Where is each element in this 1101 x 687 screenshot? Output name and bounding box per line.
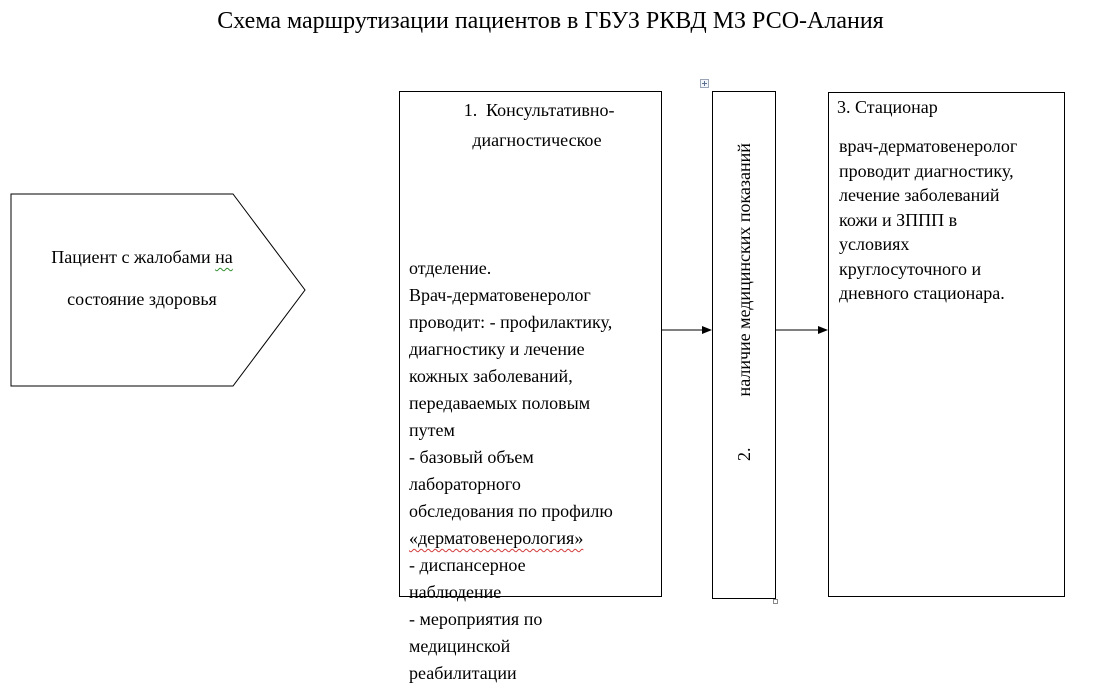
box3-line: условиях <box>839 234 910 254</box>
box1-body <box>409 255 657 687</box>
box3-line: кожи и ЗППП в <box>839 209 958 230</box>
box3-hospital <box>829 92 1064 597</box>
box3-heading: 3. Стационар <box>837 97 938 117</box>
box1-line: отделение. <box>409 258 492 278</box>
box3-line: лечение заболеваний <box>839 185 1000 205</box>
move-anchor-icon[interactable] <box>700 79 709 88</box>
box1-line: передаваемых половым <box>409 393 591 413</box>
box1-line: диагностику и лечение <box>409 339 585 359</box>
box1-line: - диспансерное <box>409 555 526 575</box>
box3-body <box>839 134 1061 306</box>
patient-label <box>22 236 262 320</box>
box3-line: круглосуточного и <box>839 258 982 279</box>
box1-line: медицинской <box>409 636 511 656</box>
box1-line: наблюдение <box>409 582 502 602</box>
box1-heading-line1: Консультативно- <box>486 100 615 120</box>
box1-line: - мероприятия по <box>409 609 543 629</box>
patient-line1-wavy: на <box>215 247 233 267</box>
box1-line: реабилитации <box>409 663 517 683</box>
box3-line: врач-дерматовенеролог <box>839 136 1018 156</box>
resize-handle-icon[interactable] <box>773 599 778 604</box>
box2-number: 2. <box>734 447 754 461</box>
box1-line: кожных заболеваний, <box>409 366 573 386</box>
patient-line2: состояние здоровья <box>67 289 217 309</box>
box1-line: путем <box>409 420 455 440</box>
box1-line: проводит: - профилактику, <box>409 312 613 332</box>
box1-number: 1. <box>463 100 478 120</box>
page-title: Схема маршрутизации пациентов в ГБУЗ РКВД МЗ РСО-Алания <box>217 8 884 34</box>
box1-line: Врач-дерматовенеролог <box>409 285 591 305</box>
box2-label: наличие медицинских показаний <box>734 143 754 397</box>
box2-rotated-text <box>732 143 756 461</box>
box1-consult-department <box>399 91 662 683</box>
box1-line: обследования по профилю <box>409 501 613 521</box>
box3-line: проводит диагностику, <box>839 160 1014 181</box>
box3-line: дневного стационара. <box>839 283 1005 303</box>
box1-line: лабораторного <box>409 474 521 494</box>
box1-wavy-line: «дерматовенерология» <box>409 528 584 548</box>
box1-heading <box>421 95 653 155</box>
patient-line1: Пациент с жалобами <box>51 247 216 267</box>
box1-heading-line2: диагностическое <box>472 130 602 150</box>
box1-line: - базовый объем <box>409 447 534 467</box>
